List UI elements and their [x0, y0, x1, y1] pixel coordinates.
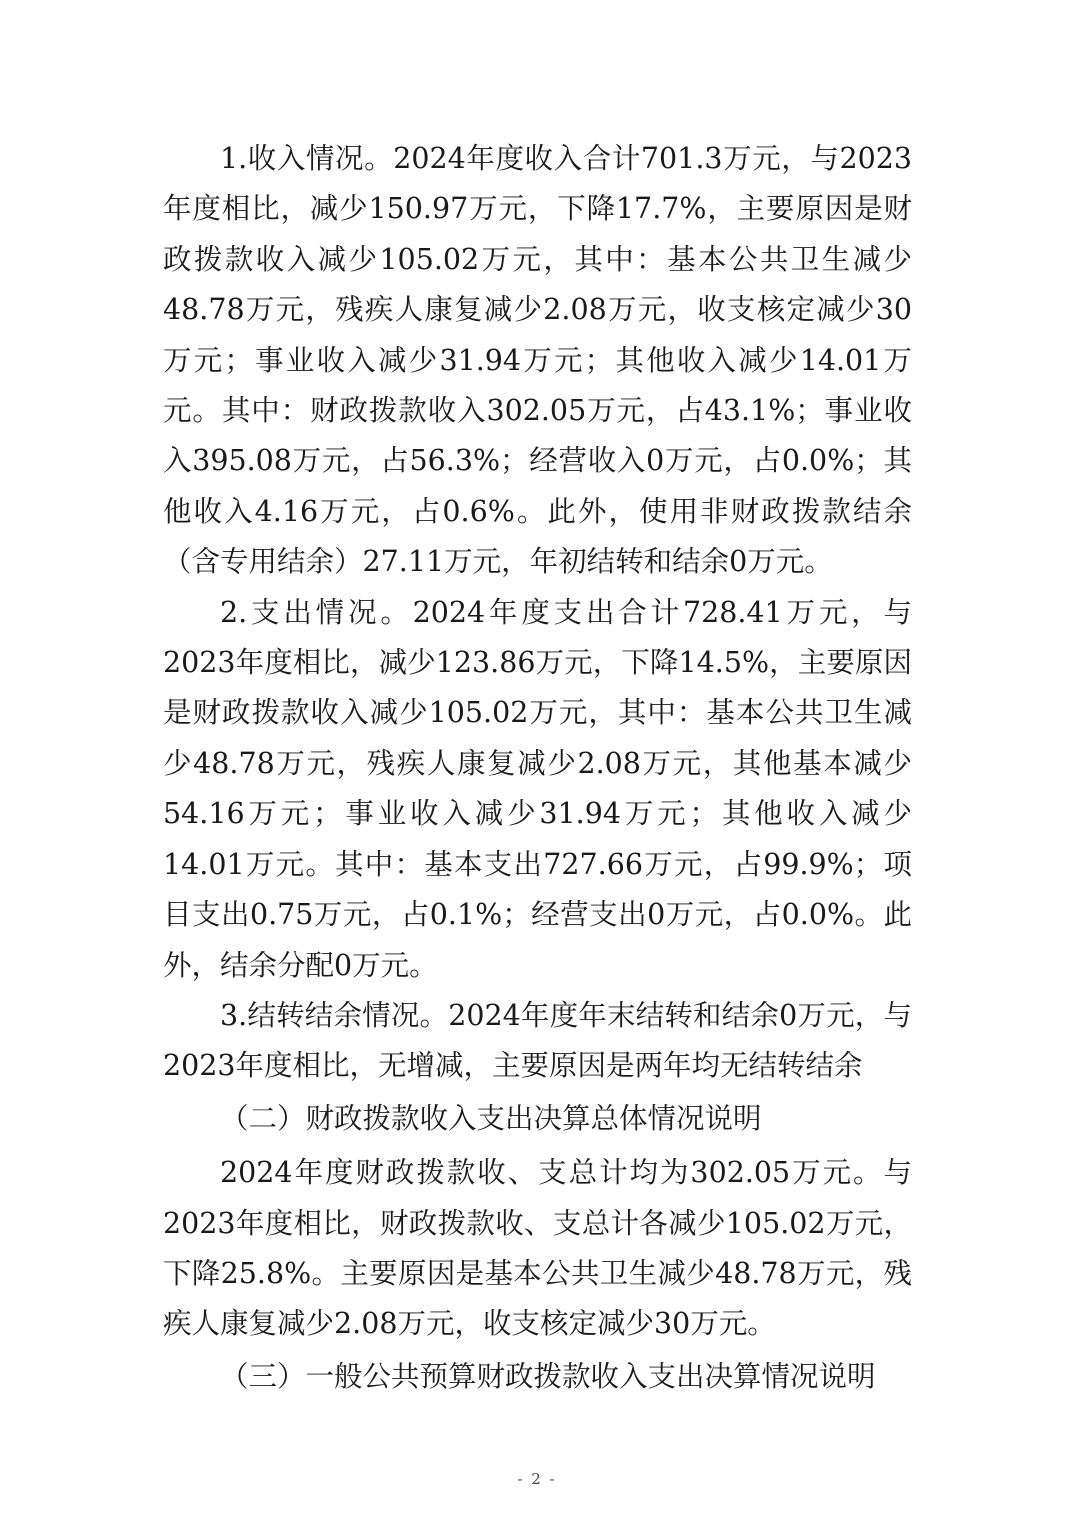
section-3-heading: （三）一般公共预算财政拨款收入支出决算情况说明 — [220, 1359, 876, 1393]
page-number: - 2 - — [517, 1470, 557, 1488]
expenditure-paragraph: 2.支出情况。2024年度支出合计728.41万元，与2023年度相比，减少123.86万元，下降14.5%，主要原因是财政拨款收入减少105.02万元，其中：基本公共卫生减少48.78万元，残疾人康复减少2.08万元，其他基本减少54.16万元；事业收入减少31.94万元；其他收入减少14.01万元。其中：基本支出727.66万元，占99.9%；项目支出0.75万元，占0.1%；经营支出0万元，占0.0%。此外，结余分配0万元。 — [163, 595, 912, 982]
carryover-paragraph: 3.结转结余情况。2024年度年末结转和结余0万元，与2023年度相比，无增减，主要原因是两年均无结转结余 — [163, 998, 912, 1083]
section-2-body: 2024年度财政拨款收、支总计均为302.05万元。与2023年度相比，财政拨款收、支总计各减少105.02万元，下降25.8%。主要原因是基本公共卫生减少48.78万元，残疾人康复减少2.08万元，收支核定减少30万元。 — [163, 1156, 912, 1341]
section-2-heading: （二）财政拨款收入支出决算总体情况说明 — [220, 1101, 762, 1135]
document-body — [163, 134, 912, 1406]
income-paragraph: 1.收入情况。2024年度收入合计701.3万元，与2023年度相比，减少150.97万元，下降17.7%，主要原因是财政拨款收入减少105.02万元，其中：基本公共卫生减少48.78万元，残疾人康复减少2.08万元，收支核定减少30万元；事业收入减少31.94万元；其他收入减少14.01万元。其中：财政拨款收入302.05万元，占43.1%；事业收入395.08万元，占56.3%；经营收入0万元，占0.0%；其他收入4.16万元，占0.6%。此外，使用非财政拨款结余（含专用结余）27.11万元，年初结转和结余0万元。 — [163, 142, 912, 579]
